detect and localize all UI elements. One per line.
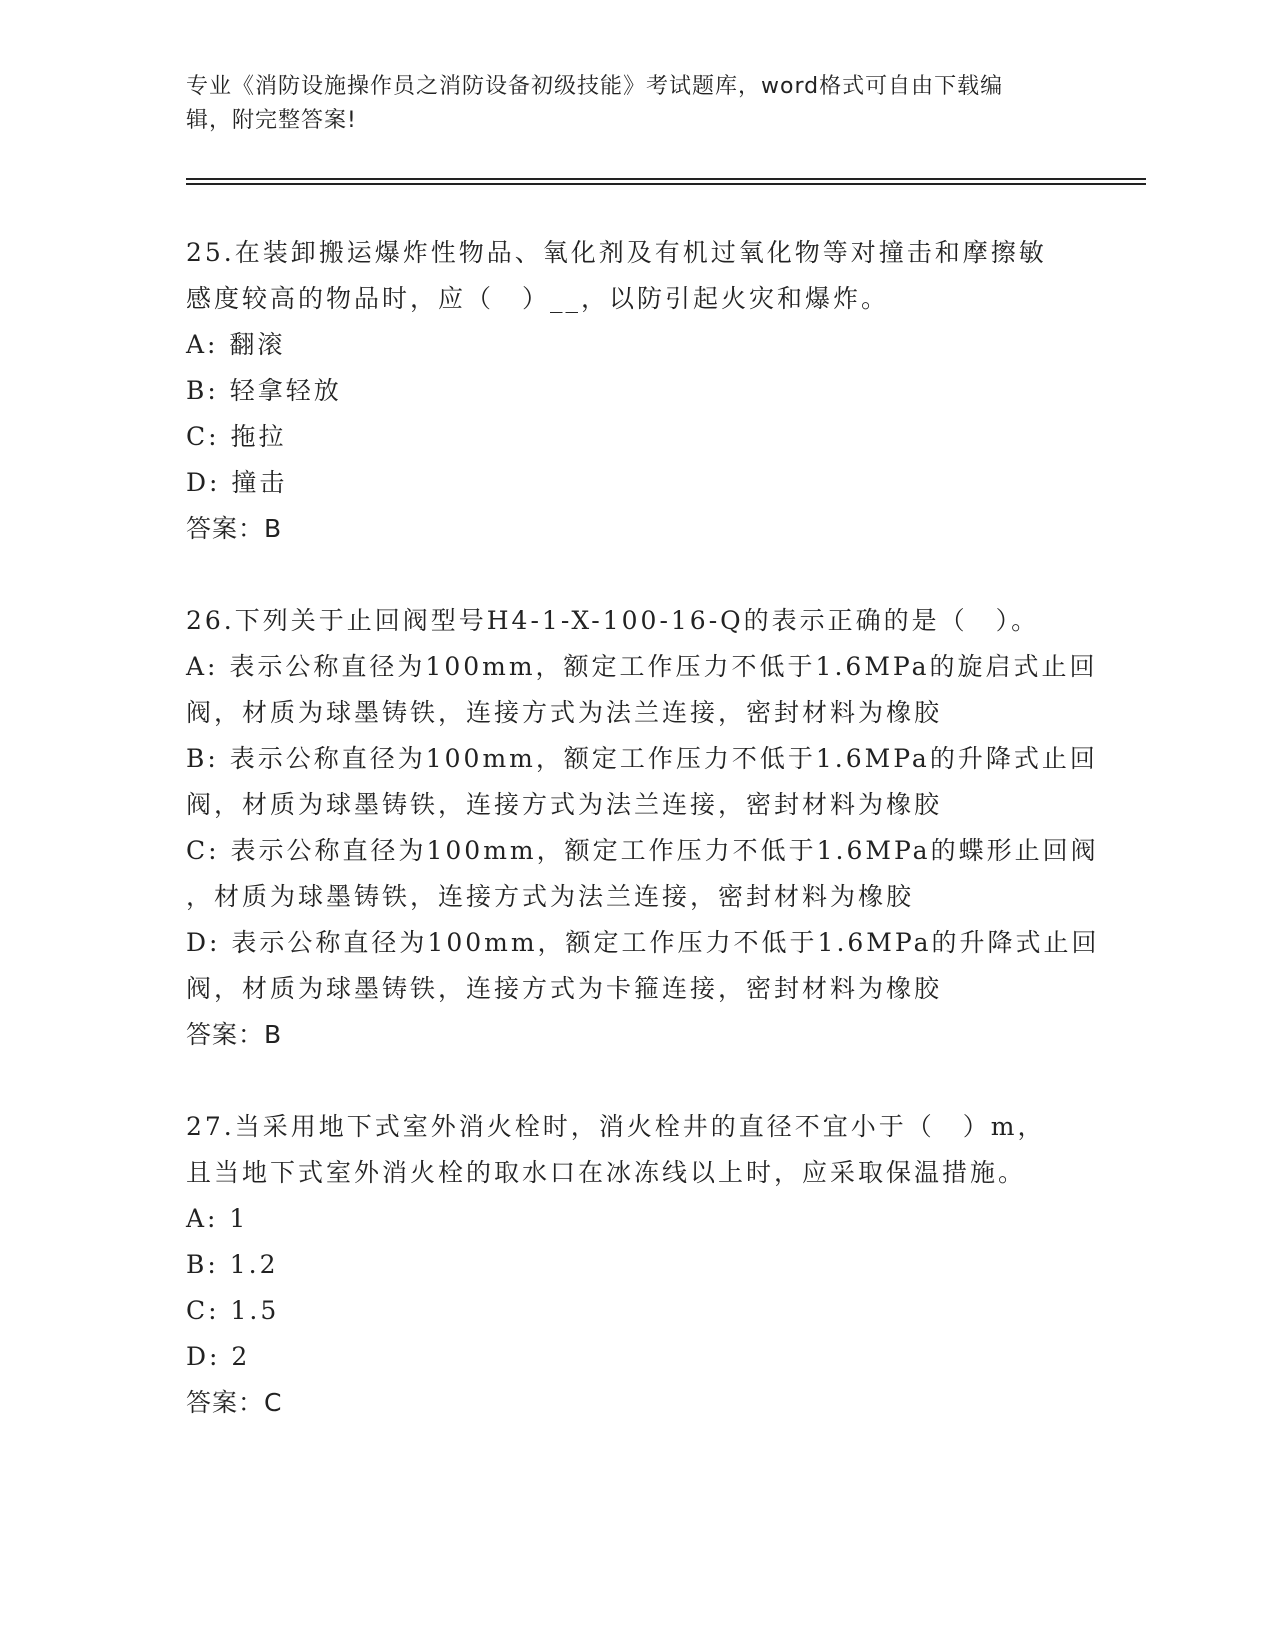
option-c: C: 拖拉 xyxy=(186,422,287,451)
header-line-1: 专业《消防设施操作员之消防设备初级技能》考试题库，word格式可自由下载编 xyxy=(186,74,1004,99)
question-25 xyxy=(186,230,1086,552)
answer: 答案：B xyxy=(186,1020,283,1049)
option-c-continued: ，材质为球墨铸铁，连接方式为法兰连接，密封材料为橡胶 xyxy=(186,882,915,911)
question-text: 27.当采用地下式室外消火栓时，消火栓井的直径不宜小于（ ）m， xyxy=(186,1112,1046,1141)
option-c: C: 表示公称直径为100mm，额定工作压力不低于1.6MPa的蝶形止回阀 xyxy=(186,836,1099,865)
document-header xyxy=(186,70,1066,138)
option-a: A: 表示公称直径为100mm，额定工作压力不低于1.6MPa的旋启式止回 xyxy=(186,652,1098,681)
option-d-continued: 阀，材质为球墨铸铁，连接方式为卡箍连接，密封材料为橡胶 xyxy=(186,974,943,1003)
header-rule-bottom xyxy=(186,183,1146,185)
option-a-continued: 阀，材质为球墨铸铁，连接方式为法兰连接，密封材料为橡胶 xyxy=(186,698,943,727)
option-b: B: 轻拿轻放 xyxy=(186,376,342,405)
option-b: B: 表示公称直径为100mm，额定工作压力不低于1.6MPa的升降式止回 xyxy=(186,744,1098,773)
question-27 xyxy=(186,1104,1086,1426)
option-d: D: 表示公称直径为100mm，额定工作压力不低于1.6MPa的升降式止回 xyxy=(186,928,1100,957)
option-b-continued: 阀，材质为球墨铸铁，连接方式为法兰连接，密封材料为橡胶 xyxy=(186,790,943,819)
answer: 答案：B xyxy=(186,514,283,543)
question-list xyxy=(186,230,1100,1472)
question-26 xyxy=(186,598,1100,1058)
header-rule-top xyxy=(186,178,1146,180)
option-b: B: 1.2 xyxy=(186,1250,279,1279)
question-text: 感度较高的物品时，应（ ）__，以防引起火灾和爆炸。 xyxy=(186,284,890,313)
option-d: D: 撞击 xyxy=(186,468,288,497)
question-text: 25.在装卸搬运爆炸性物品、氧化剂及有机过氧化物等对撞击和摩擦敏 xyxy=(186,238,1047,267)
answer: 答案：C xyxy=(186,1388,283,1417)
question-text: 且当地下式室外消火栓的取水口在冰冻线以上时，应采取保温措施。 xyxy=(186,1158,1027,1187)
option-d: D: 2 xyxy=(186,1342,251,1371)
option-a: A: 1 xyxy=(186,1204,249,1233)
option-c: C: 1.5 xyxy=(186,1296,280,1325)
header-line-2: 辑，附完整答案! xyxy=(186,108,357,133)
question-text: 26.下列关于止回阀型号H4-1-X-100-16-Q的表示正确的是（ ）。 xyxy=(186,606,1040,635)
option-a: A: 翻滚 xyxy=(186,330,286,359)
